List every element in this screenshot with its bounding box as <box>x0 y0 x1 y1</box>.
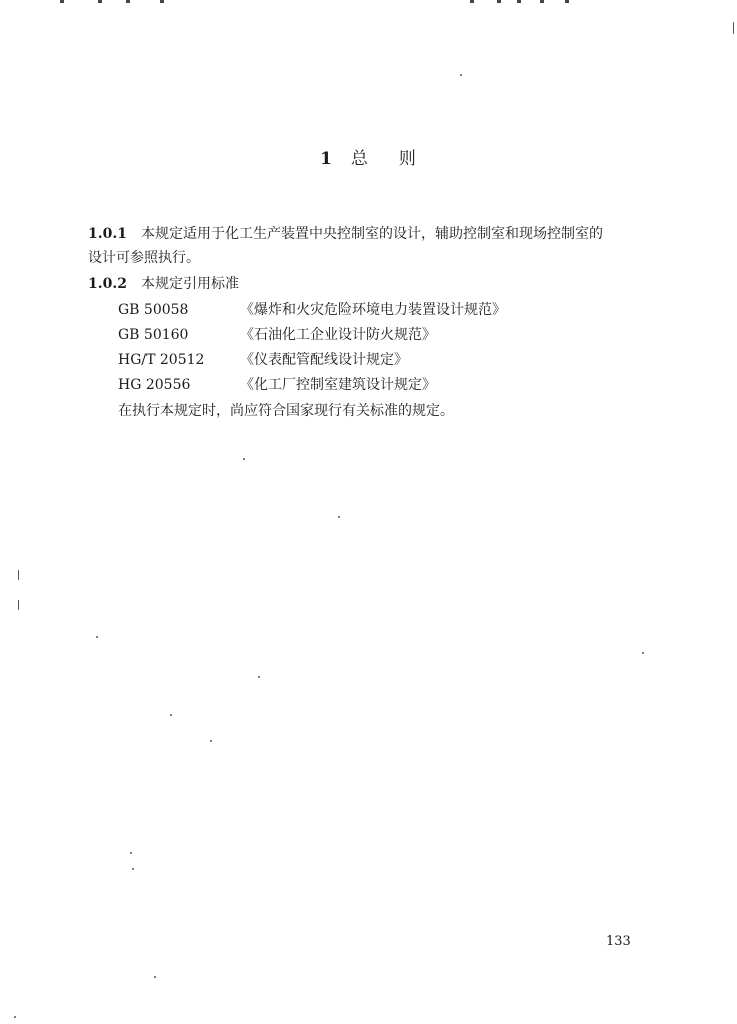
reference-item <box>118 298 506 323</box>
scan-speck <box>132 868 134 870</box>
reference-item <box>118 348 506 373</box>
scan-speck <box>14 1016 16 1018</box>
reference-code: GB 50058 <box>118 302 189 318</box>
scan-speck <box>18 600 19 610</box>
reference-title: 《爆炸和火灾危险环境电力装置设计规范》 <box>240 302 506 318</box>
page-number: 133 <box>606 934 631 949</box>
reference-list <box>118 298 506 398</box>
scan-speck <box>338 516 340 518</box>
reference-title: 《化工厂控制室建筑设计规定》 <box>240 377 436 393</box>
scan-speck <box>460 74 462 76</box>
scan-speck <box>96 636 98 638</box>
clause-1-0-2 <box>88 272 658 296</box>
scan-speck <box>210 740 212 742</box>
scan-speck <box>258 676 260 678</box>
reference-code: HG/T 20512 <box>118 352 205 368</box>
closing-statement: 在执行本规定时，尚应符合国家现行有关标准的规定。 <box>118 403 454 419</box>
reference-item <box>118 373 506 398</box>
reference-item <box>118 323 506 348</box>
reference-code: HG 20556 <box>118 377 191 393</box>
chapter-heading <box>0 144 737 169</box>
clause-number: 1.0.1 <box>88 226 127 242</box>
scan-edge-marks <box>0 0 737 4</box>
scan-speck <box>733 22 734 34</box>
reference-code: GB 50160 <box>118 327 189 343</box>
clause-1-line-2: 设计可参照执行。 <box>88 250 200 266</box>
scan-speck <box>243 458 245 460</box>
clause-1-0-1 <box>88 222 658 270</box>
scan-speck <box>170 714 172 716</box>
reference-title: 《仪表配管配线设计规定》 <box>240 352 408 368</box>
clause-text: 本规定适用于化工生产装置中央控制室的设计，辅助控制室和现场控制室的 <box>140 226 603 242</box>
scan-speck <box>18 570 19 580</box>
clause-number: 1.0.2 <box>88 276 127 292</box>
chapter-title-char-1: 总 <box>350 149 369 169</box>
clause-text: 本规定引用标准 <box>140 276 239 292</box>
clause-1-line-1 <box>88 222 658 246</box>
scan-speck <box>130 852 132 854</box>
scan-speck <box>642 652 644 654</box>
reference-title: 《石油化工企业设计防火规范》 <box>240 327 436 343</box>
scan-speck <box>154 976 156 978</box>
chapter-number: 1 <box>320 149 333 169</box>
chapter-title-char-2: 则 <box>398 149 417 169</box>
